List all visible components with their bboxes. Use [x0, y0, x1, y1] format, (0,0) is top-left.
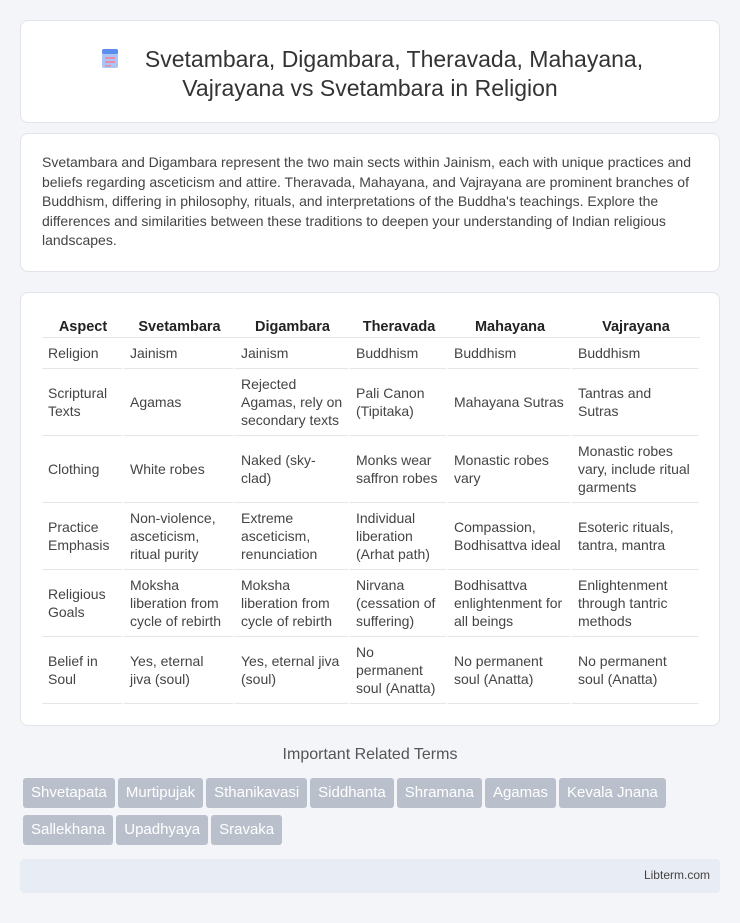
table-cell: Buddhism — [448, 338, 572, 369]
table-cell: Pali Canon (Tipitaka) — [350, 369, 448, 436]
comparison-card — [20, 292, 720, 726]
table-cell: White robes — [124, 436, 235, 503]
footer — [20, 859, 720, 893]
table-cell: Extreme asceticism, renunciation — [235, 503, 350, 570]
table-cell: Enlightenment through tantric methods — [572, 570, 700, 637]
table-row — [42, 338, 700, 369]
comparison-table — [42, 312, 700, 704]
intro-card — [20, 133, 720, 272]
table-cell: Nirvana (cessation of suffering) — [350, 570, 448, 637]
term-tag[interactable]: Siddhanta — [310, 778, 394, 808]
table-cell: Compassion, Bodhisattva ideal — [448, 503, 572, 570]
term-tag[interactable]: Sallekhana — [23, 815, 113, 845]
table-header-row — [42, 312, 700, 338]
table-cell: Monks wear saffron robes — [350, 436, 448, 503]
table-cell: Naked (sky-clad) — [235, 436, 350, 503]
table-cell: Monastic robes vary, include ritual garments — [572, 436, 700, 503]
table-cell: Non-violence, asceticism, ritual purity — [124, 503, 235, 570]
footer-site-link[interactable]: Libterm.com — [643, 868, 710, 882]
table-row — [42, 503, 700, 570]
table-cell: Individual liberation (Arhat path) — [350, 503, 448, 570]
table-header: Mahayana — [448, 312, 572, 338]
table-cell: Buddhism — [572, 338, 700, 369]
table-cell: No permanent soul (Anatta) — [572, 637, 700, 704]
related-terms-heading: Important Related Terms — [282, 746, 458, 763]
related-terms-list — [23, 778, 723, 852]
table-header: Vajrayana — [572, 312, 700, 338]
term-tag[interactable]: Sthanikavasi — [206, 778, 307, 808]
table-cell: Monastic robes vary — [448, 436, 572, 503]
table-row — [42, 436, 700, 503]
table-header: Aspect — [42, 312, 124, 338]
table-cell: Jainism — [124, 338, 235, 369]
table-cell: Agamas — [124, 369, 235, 436]
table-cell: Esoteric rituals, tantra, mantra — [572, 503, 700, 570]
table-cell: Rejected Agamas, rely on secondary texts — [235, 369, 350, 436]
table-row — [42, 570, 700, 637]
table-header: Digambara — [235, 312, 350, 338]
term-tag[interactable]: Shvetapata — [23, 778, 115, 808]
term-tag[interactable]: Sravaka — [211, 815, 282, 845]
table-header: Svetambara — [124, 312, 235, 338]
table-cell: Belief in Soul — [42, 637, 124, 704]
page-title: Svetambara, Digambara, Theravada, Mahayana, Vajrayana vs Svetambara in Religion — [144, 46, 644, 101]
term-tag[interactable]: Kevala Jnana — [559, 778, 666, 808]
table-cell: Moksha liberation from cycle of rebirth — [235, 570, 350, 637]
table-cell: No permanent soul (Anatta) — [350, 637, 448, 704]
table-cell: Scriptural Texts — [42, 369, 124, 436]
table-cell: Moksha liberation from cycle of rebirth — [124, 570, 235, 637]
table-cell: Bodhisattva enlightenment for all beings — [448, 570, 572, 637]
table-cell: Yes, eternal jiva (soul) — [124, 637, 235, 704]
table-cell: No permanent soul (Anatta) — [448, 637, 572, 704]
table-cell: Jainism — [235, 338, 350, 369]
term-tag[interactable]: Agamas — [485, 778, 556, 808]
term-tag[interactable]: Upadhyaya — [116, 815, 208, 845]
table-cell: Tantras and Sutras — [572, 369, 700, 436]
table-cell: Religion — [42, 338, 124, 369]
table-cell: Mahayana Sutras — [448, 369, 572, 436]
intro-text: Svetambara and Digambara represent the two main sects within Jainism, each with unique practices and beliefs regarding asceticism and attire. Theravada, Mahayana, and Vajrayana are prominent branches of Buddhism, differing in philosophy, rituals, and interpretations of the Buddha's teachings. Explore the differences and similarities between these traditions to deepen your understanding of Indian religious landscapes. — [42, 154, 691, 249]
term-tag[interactable]: Shramana — [397, 778, 482, 808]
table-cell: Clothing — [42, 436, 124, 503]
header-card — [20, 20, 720, 123]
term-tag[interactable]: Murtipujak — [118, 778, 203, 808]
table-cell: Buddhism — [350, 338, 448, 369]
table-cell: Practice Emphasis — [42, 503, 124, 570]
table-row — [42, 637, 700, 704]
table-cell: Yes, eternal jiva (soul) — [235, 637, 350, 704]
table-row — [42, 369, 700, 436]
table-cell: Religious Goals — [42, 570, 124, 637]
table-header: Theravada — [350, 312, 448, 338]
